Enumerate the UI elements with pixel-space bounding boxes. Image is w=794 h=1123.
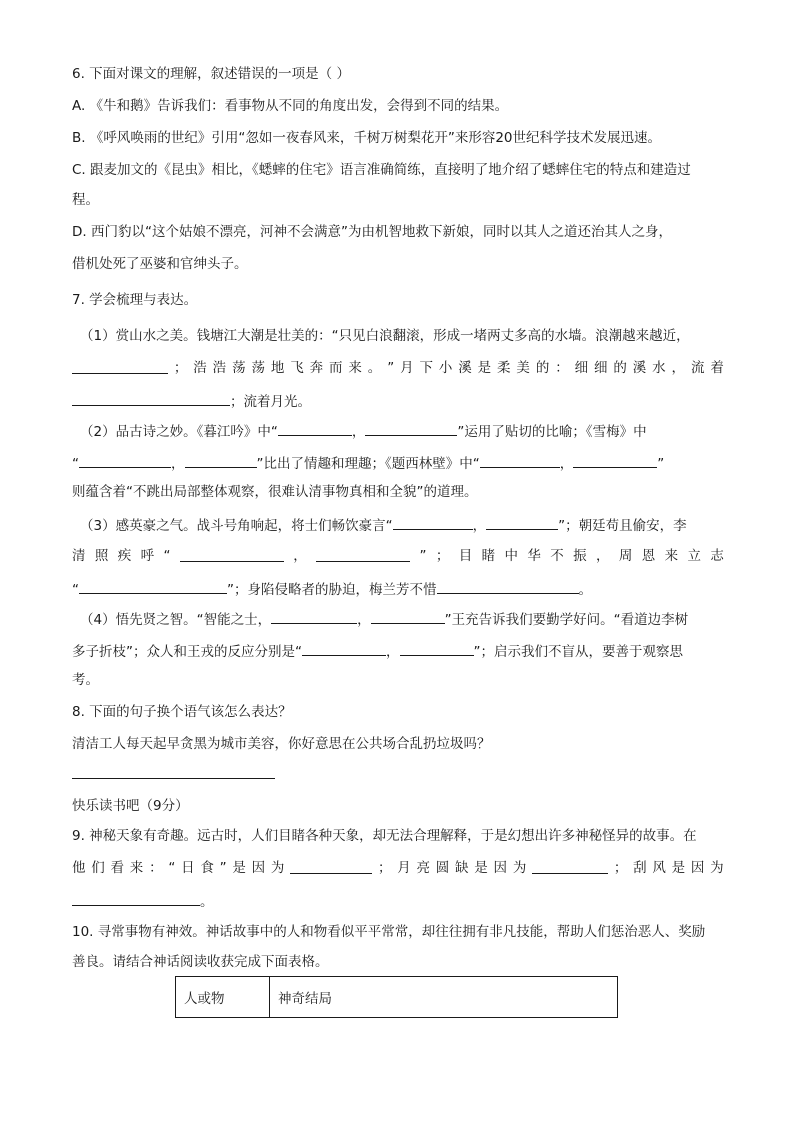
- section-title: 快乐读书吧（9分）: [72, 798, 189, 814]
- q7-stem: 7. 学会梳理与表达。: [72, 292, 198, 308]
- q6-stem: 6. 下面对课文的理解，叙述错误的一项是（ ）: [72, 66, 350, 82]
- answer-blank[interactable]: [486, 514, 558, 530]
- q10-line2: 善良。请结合神话阅读收获完成下面表格。: [72, 954, 329, 970]
- answer-blank[interactable]: [573, 452, 657, 468]
- answer-blank[interactable]: [72, 390, 230, 406]
- answer-blank[interactable]: [480, 452, 560, 468]
- q7-p1-line2: ； 浩 浩 荡 荡 地 飞 奔 而 来 。 ” 月 下 小 溪 是 柔 美 的 ： 细 细 的 溪 水 ， 流 着: [72, 358, 724, 378]
- q8-answer-line[interactable]: [72, 778, 275, 779]
- q6-option-a: A. 《牛和鹅》告诉我们：看事物从不同的角度出发，会得到不同的结果。: [72, 98, 509, 114]
- answer-blank[interactable]: [185, 452, 257, 468]
- answer-blank[interactable]: [180, 546, 284, 562]
- q9-line2: 他 们 看 来 ： “ 日 食 ” 是 因 为 ； 月 亮 圆 缺 是 因 为 ； 刮 风 是 因 为: [72, 860, 724, 876]
- answer-blank[interactable]: [290, 858, 372, 874]
- q6-option-d-line2: 借机处死了巫婆和官绅头子。: [72, 256, 248, 272]
- q10-line1: 10. 寻常事物有神效。神话故事中的人和物看似平平常常，却往往拥有非凡技能，帮助人们惩治恶人、奖励: [72, 924, 706, 940]
- table-header-person-or-thing: 人或物: [176, 977, 270, 1018]
- q10-table: [175, 976, 618, 1018]
- answer-blank[interactable]: [371, 608, 445, 624]
- q8-sentence: 清洁工人每天起早贪黑为城市美容，你好意思在公共场合乱扔垃圾吗？: [72, 736, 491, 752]
- answer-blank[interactable]: [79, 578, 227, 594]
- q7-p3-line2: 清 照 疾 呼 “ ， ” ； 目 睹 中 华 不 振 ， 周 恩 来 立 志: [72, 548, 724, 564]
- table-row: [176, 977, 618, 1018]
- q7-p3-line1: （3）感英豪之气。战斗号角响起，将士们畅饮豪言“ ， ”；朝廷苟且偷安，李: [80, 514, 724, 536]
- q7-p1-line3: ；流着月光。: [72, 390, 724, 412]
- q7-p4-line1: （4）悟先贤之智。“智能之士， ， ”王充告诉我们要勤学好问。“看道边李树: [80, 608, 724, 630]
- answer-blank[interactable]: [365, 420, 457, 436]
- q9-line1: 9. 神秘天象有奇趣。远古时，人们目睹各种天象，却无法合理解释，于是幻想出许多神秘怪异的故事。在: [72, 828, 697, 844]
- answer-blank[interactable]: [393, 514, 473, 530]
- q7-p2-line3: 则蕴含着“不跳出局部整体观察，很难认清事物真相和全貌”的道理。: [72, 484, 478, 500]
- answer-blank[interactable]: [400, 640, 474, 656]
- q7-p1-line1: （1）赏山水之美。钱塘江大潮是壮美的：“只见白浪翻滚，形成一堵两丈多高的水墙。浪潮越来越近，: [80, 328, 690, 344]
- answer-blank[interactable]: [79, 452, 171, 468]
- answer-blank[interactable]: [316, 546, 410, 562]
- answer-blank[interactable]: [72, 358, 168, 374]
- answer-blank[interactable]: [278, 420, 352, 436]
- q9-line3: 。: [72, 890, 724, 912]
- table-header-magical-ending: 神奇结局: [270, 977, 618, 1018]
- q6-option-b: B. 《呼风唤雨的世纪》引用“忽如一夜春风来，千树万树梨花开”来形容20世纪科学技术发展迅速。: [72, 130, 662, 146]
- q7-p3-line3: “ ”；身陷侵略者的胁迫，梅兰芳不惜 。: [72, 578, 724, 600]
- answer-blank[interactable]: [72, 890, 200, 906]
- q7-p4-line3: 考。: [72, 672, 99, 688]
- q8-stem: 8. 下面的句子换个语气该怎么表达？: [72, 704, 292, 720]
- q7-p2-line2: “ ， ”比出了情趣和理趣；《题西林壁》中“ ， ”: [72, 452, 724, 474]
- answer-blank[interactable]: [532, 858, 608, 874]
- answer-blank[interactable]: [302, 640, 386, 656]
- q7-p4-line2: 多子折枝”；众人和王戎的反应分别是“ ， ”；启示我们不盲从，要善于观察思: [72, 640, 724, 662]
- q7-p2-line1: （2）品古诗之妙。《暮江吟》中“ ， ”运用了贴切的比喻；《雪梅》中: [80, 420, 724, 442]
- answer-blank[interactable]: [271, 608, 357, 624]
- q6-option-c-line1: C. 跟麦加文的《昆虫》相比，《蟋蟀的住宅》语言准确简练，直接明了地介绍了蟋蟀住宅的特点和建造过: [72, 162, 691, 178]
- answer-blank[interactable]: [437, 578, 579, 594]
- q6-option-d-line1: D. 西门豹以“这个姑娘不漂亮，河神不会满意”为由机智地救下新娘，同时以其人之道还治其人之身，: [72, 224, 672, 240]
- q6-option-c-line2: 程。: [72, 192, 99, 208]
